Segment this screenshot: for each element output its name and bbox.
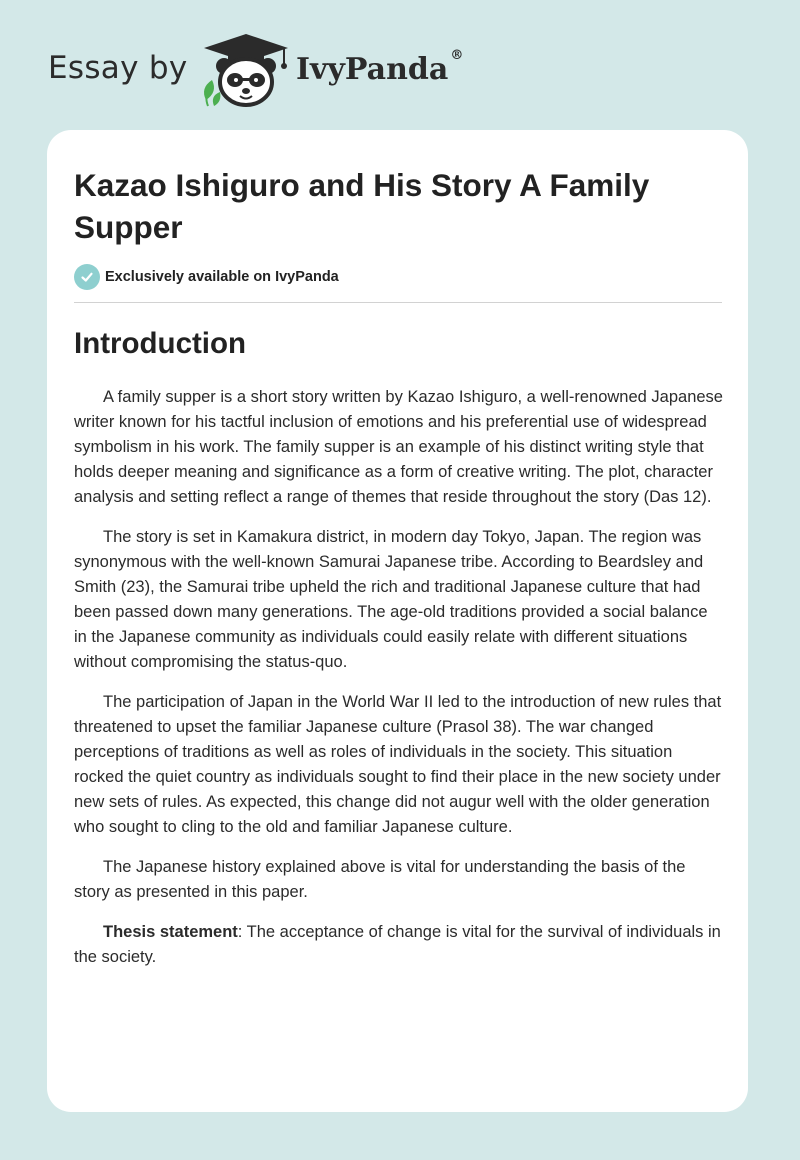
paragraph: The story is set in Kamakura district, in modern day Tokyo, Japan. The region was synonymous with the well-known Samurai Japanese tribe. According to Beardsley and Smith (23), the Samurai tribe upheld the rich and traditional Japanese culture that had been passed down many generations. The age-old traditions provided a social balance in the Japanese community as individuals could easily relate with different situations without compromising the status-quo. — [74, 528, 708, 671]
paragraph: A family supper is a short story written by Kazao Ishiguro, a well-renowned Japanese writer known for his tactful inclusion of emotions and his preferential use of widespread symbolism in his work. The family supper is an example of his distinct writing style that holds deeper meaning and significance as a form of creative writing. The plot, character analysis and setting reflect a range of themes that reside throughout the story (Das 12). — [74, 388, 723, 506]
thesis-paragraph — [74, 920, 724, 970]
essay-card — [47, 130, 748, 1112]
thesis-label: Thesis statement — [103, 923, 238, 941]
brand-header[interactable] — [48, 30, 508, 110]
section-heading: Introduction — [74, 327, 247, 360]
essay-title: Kazao Ishiguro and His Story A Family Supper — [74, 167, 650, 245]
panda-graduate-icon — [198, 30, 294, 110]
exclusive-badge — [74, 264, 339, 290]
thesis-text: : The acceptance of change is vital for the survival of individuals in the society. — [74, 923, 721, 966]
essay-body — [74, 385, 724, 985]
divider — [74, 302, 722, 303]
check-circle-icon — [74, 264, 100, 290]
brand-name: IvyPanda ® — [296, 48, 464, 87]
paragraph: The Japanese history explained above is vital for understanding the basis of the story as presented in this paper. — [74, 858, 686, 901]
badge-label: Exclusively available on IvyPanda — [105, 269, 339, 285]
registered-mark: ® — [450, 48, 464, 63]
paragraph: The participation of Japan in the World War II led to the introduction of new rules that threatened to upset the familiar Japanese culture (Prasol 38). The war changed perceptions of traditions as well as roles of individuals in the society. This situation rocked the quiet country as individuals sought to find their place in the new society under new sets of rules. As expected, this change did not augur well with the older generation who sought to cling to the old and familiar Japanese culture. — [74, 693, 722, 836]
brand-prefix: Essay by — [48, 50, 188, 86]
